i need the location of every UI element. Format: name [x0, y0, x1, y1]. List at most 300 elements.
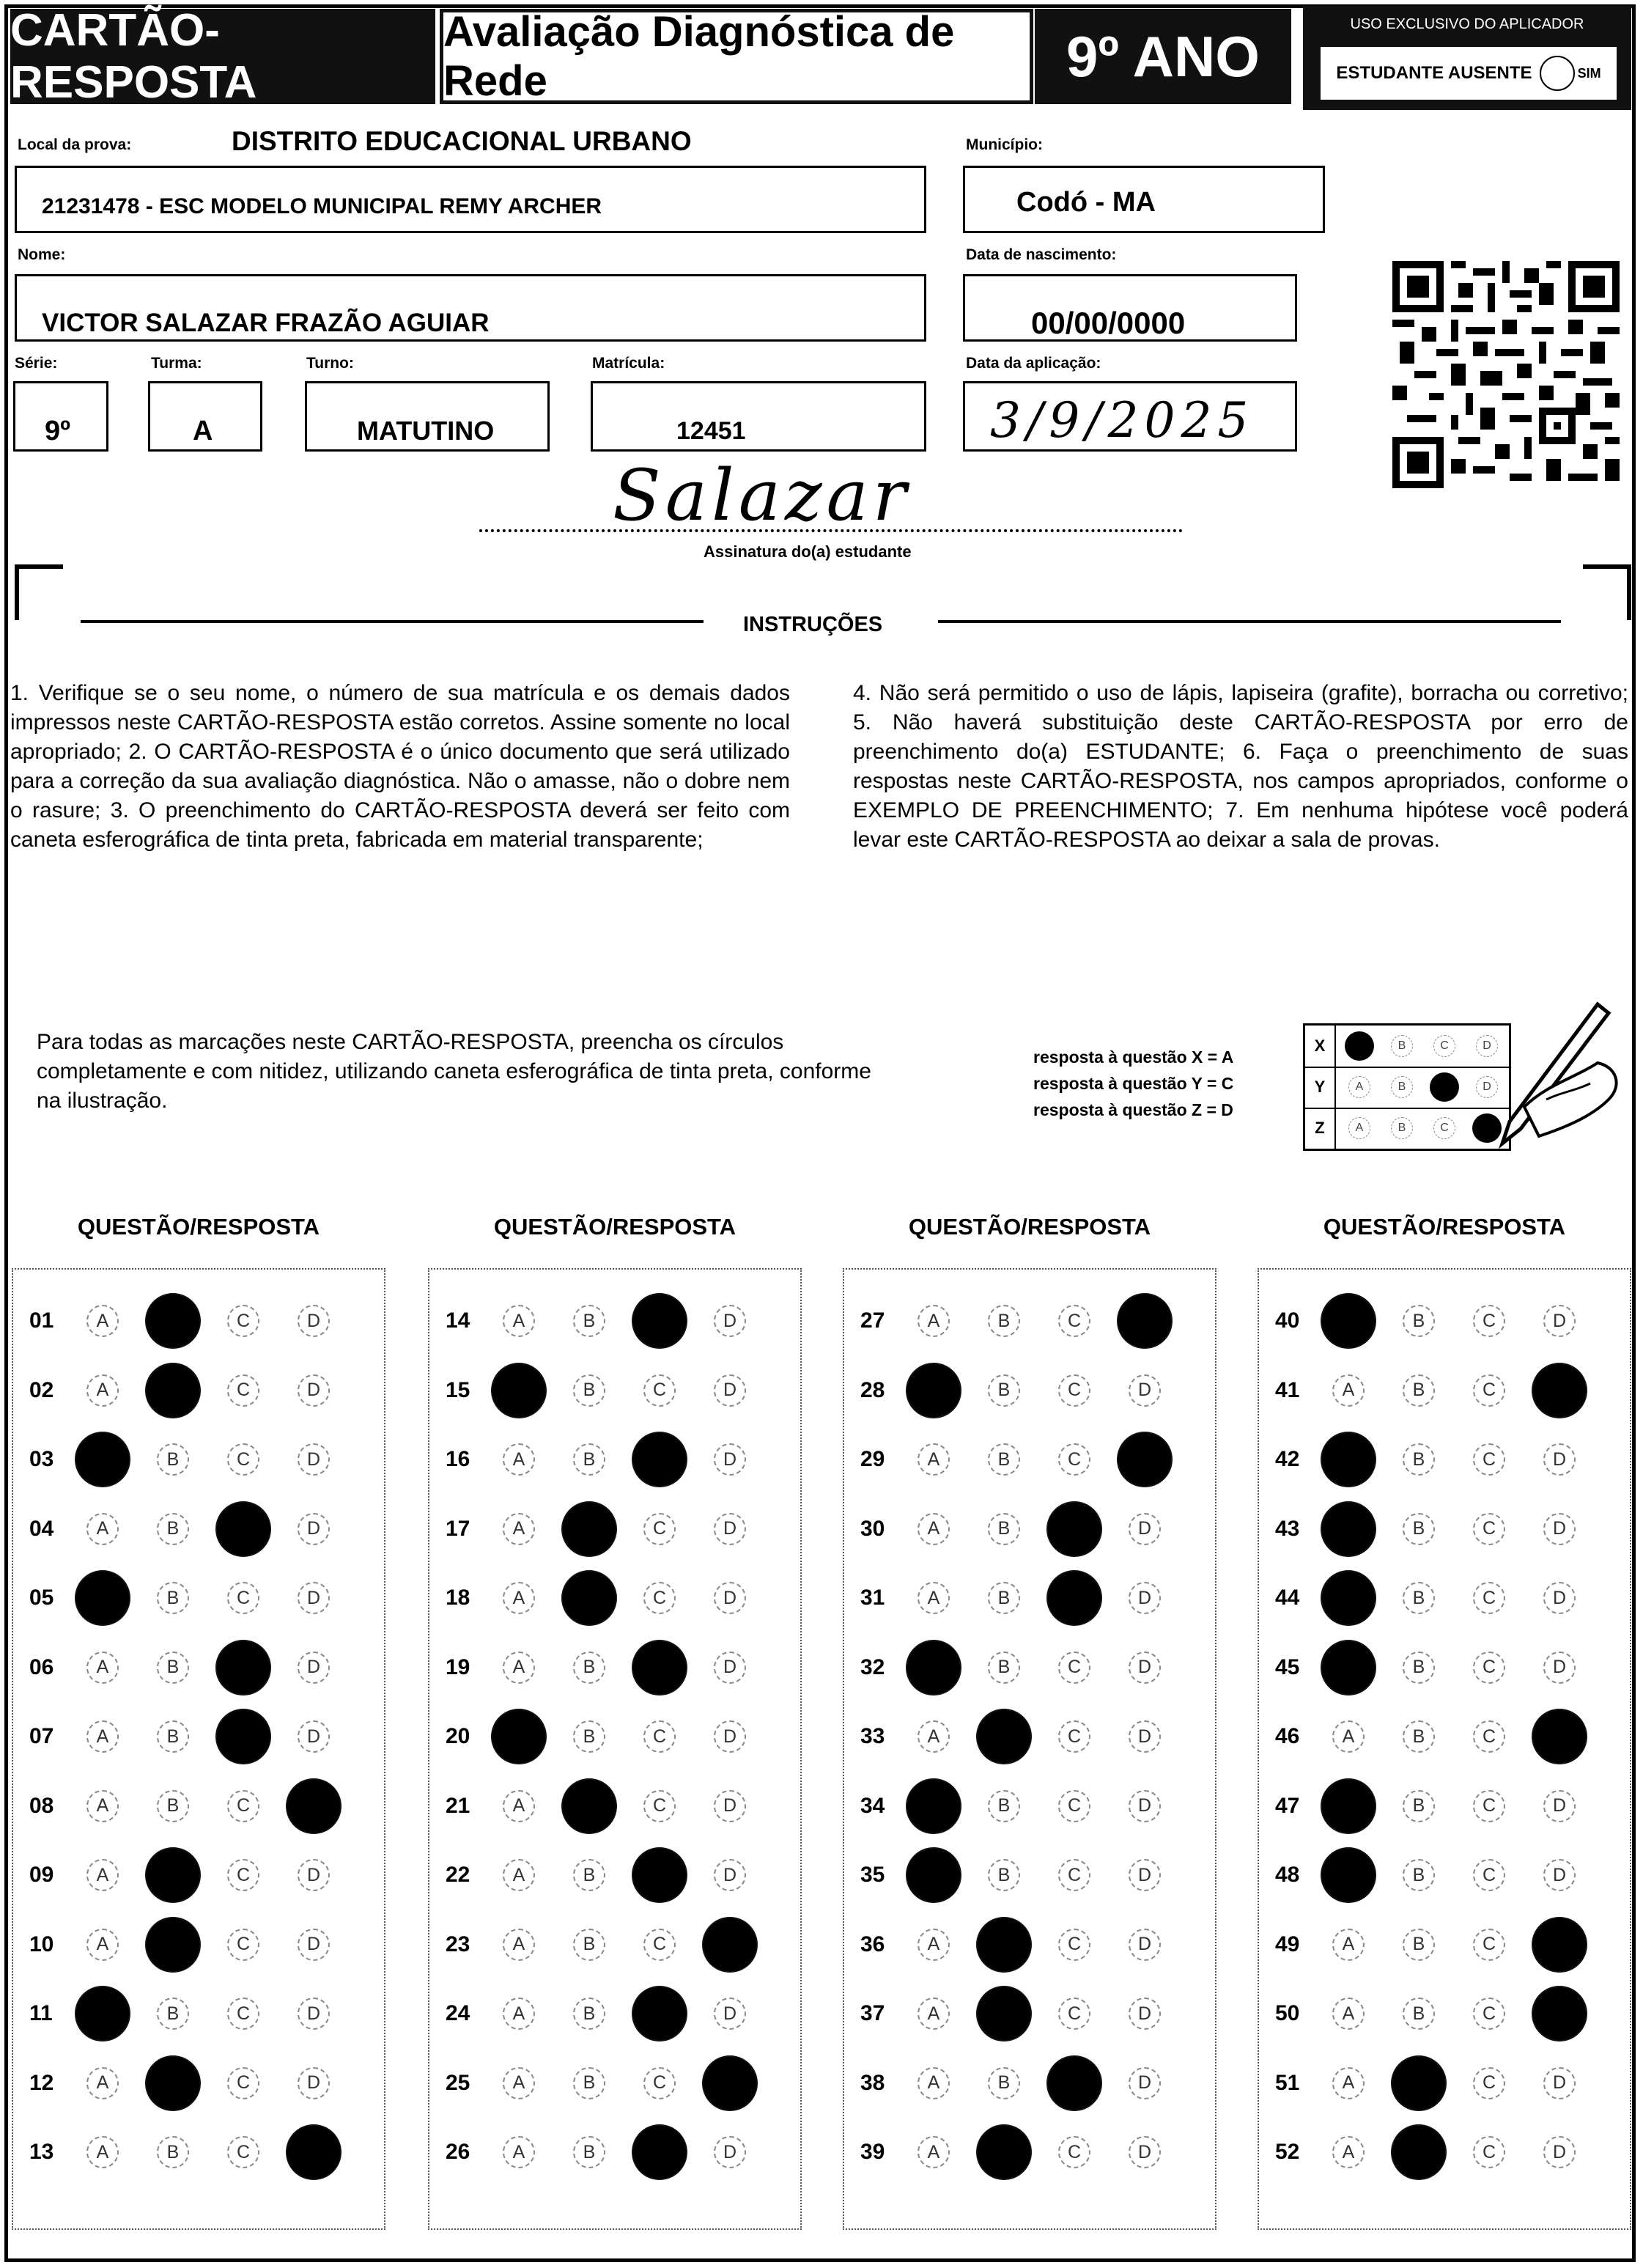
question-number: 05 [29, 1586, 54, 1610]
local-value: DISTRITO EDUCACIONAL URBANO [232, 126, 692, 156]
answer-row [429, 1299, 803, 1343]
nome-label: Nome: [18, 246, 66, 263]
answer-bubble-d[interactable]: D [1129, 1790, 1161, 1822]
answer-bubble-d[interactable]: D [714, 1998, 746, 2030]
answer-bubble-b[interactable]: B [988, 1374, 1020, 1407]
answer-bubble-a[interactable] [1322, 1503, 1375, 1555]
question-number: 16 [446, 1447, 470, 1471]
answer-bubble-d[interactable]: D [714, 1305, 746, 1337]
question-number: 13 [29, 2140, 54, 2164]
school-field [15, 166, 926, 233]
answer-bubble-b[interactable] [147, 1364, 199, 1417]
answer-bubble-b[interactable]: B [988, 1513, 1020, 1545]
answer-row [429, 1369, 803, 1413]
answer-bubble-d[interactable]: D [714, 1652, 746, 1684]
answer-bubble-a[interactable] [76, 1572, 129, 1624]
answer-bubble-d[interactable]: D [714, 1582, 746, 1614]
answer-bubble-a[interactable]: A [1332, 1374, 1365, 1407]
answer-bubble-d[interactable] [287, 1780, 340, 1833]
answer-bubble-d[interactable]: D [714, 1374, 746, 1407]
answer-bubble-a[interactable]: A [503, 2136, 535, 2168]
answer-bubble-a[interactable]: A [503, 2067, 535, 2099]
answer-bubble-b[interactable]: B [573, 2067, 605, 2099]
answer-bubble-c[interactable]: C [227, 1790, 259, 1822]
answer-bubble-b[interactable]: B [988, 1305, 1020, 1337]
answer-bubble-a[interactable]: A [86, 1859, 119, 1891]
answer-bubble-a[interactable] [1322, 1641, 1375, 1694]
answer-bubble-a[interactable]: A [918, 1720, 950, 1753]
answer-bubble-c[interactable]: C [1473, 1305, 1505, 1337]
answer-bubble-c[interactable]: C [1058, 1998, 1090, 2030]
answer-bubble-c[interactable] [1048, 1503, 1101, 1555]
answer-row [844, 2130, 1218, 2174]
answer-bubble-d[interactable]: D [298, 1513, 330, 1545]
answer-bubble-b[interactable]: B [573, 1720, 605, 1753]
answer-bubble-b[interactable]: B [157, 1582, 189, 1614]
answer-bubble-b[interactable]: B [988, 1443, 1020, 1476]
answer-bubble-c[interactable] [1048, 2057, 1101, 2110]
answer-bubble-a[interactable] [1322, 1433, 1375, 1486]
answer-bubble-b[interactable] [147, 1295, 199, 1347]
answer-bubble-d[interactable] [1118, 1295, 1171, 1347]
answer-bubble-a[interactable] [1322, 1572, 1375, 1624]
answer-bubble-a[interactable] [907, 1641, 960, 1694]
answer-bubble-b[interactable]: B [1403, 1374, 1435, 1407]
answer-bubble-d[interactable] [287, 2126, 340, 2179]
answer-bubble-d[interactable]: D [1543, 1859, 1576, 1891]
turno-label: Turno: [306, 355, 354, 372]
answer-bubble-d[interactable]: D [298, 1305, 330, 1337]
answer-bubble-a[interactable]: A [503, 1443, 535, 1476]
answer-bubble-b[interactable] [147, 1849, 199, 1901]
answer-bubble-d[interactable]: D [298, 1859, 330, 1891]
answer-bubble-c[interactable]: C [1058, 1720, 1090, 1753]
applicator-label: USO EXCLUSIVO DO APLICADOR [1350, 16, 1584, 32]
answer-bubble-d[interactable] [704, 2057, 756, 2110]
answer-bubble-a[interactable]: A [86, 2136, 119, 2168]
answer-bubble-a[interactable]: A [1332, 1929, 1365, 1961]
question-number: 06 [29, 1654, 54, 1679]
answer-bubble-b[interactable]: B [573, 1652, 605, 1684]
answer-bubble-d[interactable]: D [298, 1929, 330, 1961]
answer-bubble-a[interactable]: A [918, 1443, 950, 1476]
answer-bubble-d[interactable] [1533, 1710, 1586, 1763]
answer-bubble-b[interactable]: B [1403, 1305, 1435, 1337]
question-number: 01 [29, 1308, 54, 1333]
answer-bubble-b[interactable]: B [157, 1998, 189, 2030]
answer-bubble-c[interactable] [217, 1503, 270, 1555]
answer-bubble-c[interactable]: C [643, 1513, 676, 1545]
answer-row [844, 2061, 1218, 2105]
answer-bubble-c[interactable]: C [1058, 1929, 1090, 1961]
serie-value: 9º [45, 416, 71, 446]
student-signature: Salazar [613, 454, 911, 537]
answer-bubble-d[interactable]: D [714, 1443, 746, 1476]
answer-row [844, 1437, 1218, 1481]
turma-field [148, 381, 262, 452]
answer-bubble-a[interactable] [1322, 1849, 1375, 1901]
answer-bubble-b[interactable] [1392, 2126, 1445, 2179]
municipio-value: Codó - MA [1016, 187, 1156, 218]
question-number: 42 [1275, 1447, 1300, 1471]
answer-bubble-d[interactable]: D [1543, 1443, 1576, 1476]
fill-note: Para todas as marcações neste CARTÃO-RESPOSTA, preencha os círculos completamente e com nitidez, utilizando caneta esferográfica de tinta preta, conforme na ilustração. [37, 1030, 871, 1113]
answer-bubble-b[interactable]: B [988, 1790, 1020, 1822]
answer-bubble-d[interactable]: D [1129, 1929, 1161, 1961]
question-number: 41 [1275, 1377, 1300, 1402]
qr-code [1392, 261, 1620, 488]
answer-bubble-a[interactable]: A [86, 1790, 119, 1822]
question-number: 51 [1275, 2070, 1300, 2095]
answer-row [13, 1784, 387, 1828]
example-line-y: resposta à questão Y = C [1033, 1074, 1234, 1093]
answer-bubble-a[interactable]: A [918, 1929, 950, 1961]
example-bubble-a: A [1348, 1076, 1370, 1098]
answer-bubble-a[interactable]: A [1332, 1720, 1365, 1753]
answer-bubble-c[interactable]: C [1473, 1652, 1505, 1684]
answer-bubble-b[interactable]: B [573, 1443, 605, 1476]
answer-bubble-c[interactable]: C [643, 1720, 676, 1753]
answer-bubble-c[interactable]: C [227, 2136, 259, 2168]
answer-bubble-c[interactable]: C [1473, 1582, 1505, 1614]
answer-bubble-b[interactable]: B [157, 1513, 189, 1545]
answer-bubble-d[interactable]: D [1129, 1374, 1161, 1407]
answer-bubble-a[interactable]: A [86, 1305, 119, 1337]
question-number: 07 [29, 1724, 54, 1748]
answer-bubble-c[interactable]: C [1473, 1374, 1505, 1407]
answer-bubble-d[interactable]: D [1129, 1720, 1161, 1753]
answer-bubble-a[interactable]: A [1332, 2136, 1365, 2168]
applicator-box [1303, 6, 1631, 110]
answer-bubble-b[interactable]: B [1403, 1859, 1435, 1891]
question-number: 25 [446, 2070, 470, 2095]
absent-option: SIM [1577, 65, 1601, 81]
answer-bubble-d[interactable]: D [1543, 2136, 1576, 2168]
question-number: 21 [446, 1793, 470, 1818]
answer-bubble-d[interactable] [1533, 1364, 1586, 1417]
answer-column-3 [843, 1268, 1216, 2230]
answer-bubble-c[interactable] [633, 1849, 686, 1901]
answer-bubble-b[interactable] [563, 1572, 616, 1624]
answer-bubble-b[interactable] [978, 2126, 1030, 2179]
example-row [1305, 1067, 1509, 1109]
answer-bubble-c[interactable] [633, 1433, 686, 1486]
answer-bubble-a[interactable]: A [503, 1790, 535, 1822]
answer-bubble-b[interactable]: B [157, 1652, 189, 1684]
example-bubble-a [1345, 1031, 1374, 1061]
example-bubble-b: B [1391, 1076, 1413, 1098]
answer-bubble-a[interactable]: A [918, 1998, 950, 2030]
answer-row [13, 1507, 387, 1551]
answer-bubble-d[interactable]: D [714, 1790, 746, 1822]
answer-bubble-c[interactable]: C [1058, 2136, 1090, 2168]
question-number: 40 [1275, 1308, 1300, 1333]
answer-bubble-a[interactable]: A [86, 1720, 119, 1753]
answer-bubble-d[interactable]: D [714, 1513, 746, 1545]
answer-bubble-b[interactable]: B [157, 1720, 189, 1753]
answer-bubble-a[interactable]: A [503, 1652, 535, 1684]
answer-row [429, 1923, 803, 1967]
answer-bubble-c[interactable] [633, 1295, 686, 1347]
answer-bubble-c[interactable] [1048, 1572, 1101, 1624]
answer-bubble-d[interactable]: D [1543, 1790, 1576, 1822]
answer-bubble-c[interactable]: C [1473, 1443, 1505, 1476]
answer-row [844, 1784, 1218, 1828]
answer-bubble-b[interactable] [147, 1918, 199, 1971]
answer-bubble-c[interactable]: C [1473, 1929, 1505, 1961]
answer-bubble-b[interactable]: B [1403, 1929, 1435, 1961]
answer-bubble-a[interactable]: A [918, 1513, 950, 1545]
answer-bubble-b[interactable]: B [1403, 1513, 1435, 1545]
question-number: 32 [860, 1654, 885, 1679]
answer-bubble-d[interactable]: D [298, 1720, 330, 1753]
answer-bubble-a[interactable]: A [86, 1652, 119, 1684]
matricula-label: Matrícula: [592, 355, 665, 372]
answer-bubble-c[interactable] [633, 2126, 686, 2179]
answer-row [429, 2061, 803, 2105]
example-legend [1033, 1044, 1233, 1123]
answer-bubble-d[interactable]: D [298, 1998, 330, 2030]
answer-bubble-a[interactable]: A [503, 1582, 535, 1614]
aplicacao-field [963, 381, 1297, 452]
answer-bubble-c[interactable]: C [643, 1582, 676, 1614]
answer-bubble-a[interactable]: A [918, 2067, 950, 2099]
answer-bubble-b[interactable]: B [573, 1305, 605, 1337]
answer-bubble-d[interactable]: D [1543, 1582, 1576, 1614]
answer-bubble-b[interactable]: B [1403, 1998, 1435, 2030]
example-row-label: Y [1305, 1067, 1336, 1108]
answer-bubble-d[interactable]: D [1129, 2067, 1161, 2099]
answer-bubble-b[interactable]: B [157, 2136, 189, 2168]
answer-bubble-a[interactable] [492, 1364, 545, 1417]
municipio-label: Município: [966, 136, 1043, 153]
answer-bubble-c[interactable]: C [227, 1929, 259, 1961]
answer-bubble-a[interactable]: A [86, 2067, 119, 2099]
answer-bubble-a[interactable]: A [1332, 2067, 1365, 2099]
answer-bubble-d[interactable]: D [298, 1582, 330, 1614]
answer-bubble-a[interactable]: A [918, 2136, 950, 2168]
answer-bubble-a[interactable]: A [503, 1513, 535, 1545]
answer-bubble-b[interactable]: B [1403, 1652, 1435, 1684]
answer-bubble-d[interactable]: D [1543, 1513, 1576, 1545]
answer-bubble-a[interactable] [76, 1987, 129, 2040]
answer-bubble-b[interactable]: B [1403, 1720, 1435, 1753]
answer-bubble-b[interactable]: B [573, 2136, 605, 2168]
answer-row [1259, 1507, 1633, 1551]
answer-bubble-b[interactable]: B [988, 2067, 1020, 2099]
answer-bubble-a[interactable] [907, 1780, 960, 1833]
answer-bubble-c[interactable]: C [1058, 1374, 1090, 1407]
answer-row [13, 1923, 387, 1967]
answer-bubble-b[interactable] [978, 1710, 1030, 1763]
answer-bubble-c[interactable]: C [1473, 1720, 1505, 1753]
answer-bubble-b[interactable]: B [157, 1790, 189, 1822]
answer-bubble-a[interactable]: A [86, 1929, 119, 1961]
answer-row [844, 1299, 1218, 1343]
answer-bubble-b[interactable]: B [573, 1859, 605, 1891]
answer-bubble-c[interactable]: C [227, 1374, 259, 1407]
answer-bubble-c[interactable]: C [227, 1305, 259, 1337]
answer-bubble-c[interactable]: C [1473, 1790, 1505, 1822]
answer-bubble-a[interactable]: A [918, 1582, 950, 1614]
question-number: 38 [860, 2070, 885, 2095]
answer-bubble-d[interactable]: D [714, 2136, 746, 2168]
answer-bubble-b[interactable] [147, 2057, 199, 2110]
answer-bubble-d[interactable] [704, 1918, 756, 1971]
answer-bubble-c[interactable] [633, 1641, 686, 1694]
answer-bubble-c[interactable] [217, 1710, 270, 1763]
answer-row [429, 1784, 803, 1828]
answer-bubble-c[interactable]: C [227, 1998, 259, 2030]
answer-bubble-c[interactable]: C [1058, 1652, 1090, 1684]
answer-bubble-c[interactable]: C [1058, 1859, 1090, 1891]
example-bubble-c [1430, 1072, 1459, 1102]
answer-bubble-a[interactable]: A [918, 1305, 950, 1337]
answer-bubble-b[interactable]: B [1403, 1790, 1435, 1822]
answer-row [844, 1369, 1218, 1413]
answer-bubble-a[interactable] [1322, 1780, 1375, 1833]
answer-bubble-d[interactable]: D [298, 2067, 330, 2099]
answer-row [844, 1507, 1218, 1551]
turno-field [305, 381, 550, 452]
answer-bubble-c[interactable]: C [643, 2067, 676, 2099]
example-row-label: Z [1305, 1108, 1336, 1149]
absent-checkbox[interactable] [1540, 56, 1575, 91]
question-number: 24 [446, 2001, 470, 2025]
answer-bubble-d[interactable]: D [298, 1443, 330, 1476]
answer-bubble-b[interactable] [563, 1503, 616, 1555]
answer-bubble-c[interactable]: C [1473, 1513, 1505, 1545]
question-number: 31 [860, 1586, 885, 1610]
answer-row [429, 1507, 803, 1551]
question-number: 52 [1275, 2140, 1300, 2164]
answer-bubble-a[interactable] [907, 1364, 960, 1417]
answer-bubble-d[interactable]: D [1129, 1859, 1161, 1891]
instructions-right: 4. Não será permitido o uso de lápis, lapiseira (grafite), borracha ou corretivo; 5. Não haverá substituição deste CARTÃO-RESPOSTA por erro de preenchimento do(a) ESTUDANTE; 6. Faça o preenchimento de suas respostas neste CARTÃO-RESPOSTA, nos campos apropriados, conforme o EXEMPLO DE PREENCHIMENTO; 7. Em nenhuma hipótese você poderá levar este CARTÃO-RESPOSTA ao deixar a sala de provas. [853, 681, 1628, 852]
example-row-label: X [1305, 1026, 1336, 1067]
answer-bubble-d[interactable] [1533, 1987, 1586, 2040]
question-number: 28 [860, 1377, 885, 1402]
question-number: 27 [860, 1308, 885, 1333]
answer-bubble-c[interactable]: C [1473, 2067, 1505, 2099]
answer-bubble-c[interactable]: C [1473, 1998, 1505, 2030]
nascimento-value: 00/00/0000 [1031, 306, 1186, 340]
example-bubble-b: B [1391, 1117, 1413, 1139]
answer-bubble-d[interactable]: D [714, 1859, 746, 1891]
example-bubble-a: A [1348, 1117, 1370, 1139]
answer-bubble-a[interactable] [907, 1849, 960, 1901]
answer-row [429, 1715, 803, 1759]
answer-bubble-a[interactable] [76, 1433, 129, 1486]
municipio-field [963, 166, 1325, 233]
answer-bubble-a[interactable] [1322, 1295, 1375, 1347]
answer-bubble-b[interactable]: B [1403, 1582, 1435, 1614]
answer-bubble-c[interactable]: C [227, 1859, 259, 1891]
answer-row [1259, 2130, 1633, 2174]
answer-bubble-c[interactable]: C [1058, 1443, 1090, 1476]
answer-bubble-c[interactable]: C [227, 2067, 259, 2099]
answer-bubble-d[interactable]: D [298, 1374, 330, 1407]
answer-bubble-d[interactable]: D [1129, 2136, 1161, 2168]
answer-bubble-b[interactable]: B [988, 1652, 1020, 1684]
answer-bubble-a[interactable]: A [503, 1859, 535, 1891]
answer-bubble-c[interactable]: C [227, 1582, 259, 1614]
answer-bubble-b[interactable] [978, 1918, 1030, 1971]
answer-bubble-b[interactable]: B [157, 1443, 189, 1476]
answer-bubble-d[interactable]: D [1129, 1652, 1161, 1684]
answer-row [13, 1369, 387, 1413]
question-number: 20 [446, 1724, 470, 1748]
answer-bubble-c[interactable]: C [643, 1790, 676, 1822]
answer-bubble-b[interactable] [563, 1780, 616, 1833]
answer-bubble-a[interactable]: A [503, 1998, 535, 2030]
question-number: 26 [446, 2140, 470, 2164]
answer-bubble-d[interactable]: D [1543, 1305, 1576, 1337]
answer-bubble-b[interactable]: B [573, 1929, 605, 1961]
answer-bubble-b[interactable]: B [1403, 1443, 1435, 1476]
answer-bubble-d[interactable]: D [1129, 1998, 1161, 2030]
answer-bubble-a[interactable]: A [86, 1513, 119, 1545]
answer-bubble-a[interactable]: A [86, 1374, 119, 1407]
answer-bubble-b[interactable]: B [573, 1374, 605, 1407]
answer-bubble-c[interactable]: C [1473, 2136, 1505, 2168]
instructions-rule-left [81, 620, 704, 623]
answer-bubble-b[interactable]: B [988, 1582, 1020, 1614]
instructions-left: 1. Verifique se o seu nome, o número de sua matrícula e os demais dados impressos neste CARTÃO-RESPOSTA estão corretos. Assine somente no local apropriado; 2. O CARTÃO-RESPOSTA é o único documento que será utilizado para a correção da sua avaliação diagnóstica. Não o amasse, não o dobre nem o rasure; 3. O preenchimento do CARTÃO-RESPOSTA deverá ser feito com caneta esferográfica de tinta preta, fabricada em material transparente; [10, 681, 790, 852]
answer-bubble-d[interactable] [1118, 1433, 1171, 1486]
answer-bubble-d[interactable]: D [1129, 1513, 1161, 1545]
answer-row [844, 1715, 1218, 1759]
answer-column-header: QUESTÃO/RESPOSTA [77, 1214, 320, 1240]
answer-bubble-d[interactable] [1533, 1918, 1586, 1971]
example-bubble-d: D [1476, 1076, 1498, 1098]
answer-bubble-d[interactable]: D [1129, 1582, 1161, 1614]
example-bubble-b: B [1391, 1035, 1413, 1057]
answer-bubble-c[interactable]: C [1473, 1859, 1505, 1891]
answer-row [1259, 1437, 1633, 1481]
local-label: Local da prova: [18, 136, 132, 153]
answer-bubble-b[interactable]: B [988, 1859, 1020, 1891]
answer-bubble-a[interactable]: A [503, 1305, 535, 1337]
answer-row [1259, 1576, 1633, 1620]
answer-bubble-d[interactable]: D [714, 1720, 746, 1753]
answer-row [1259, 1299, 1633, 1343]
answer-bubble-b[interactable]: B [573, 1998, 605, 2030]
answer-bubble-c[interactable]: C [643, 1929, 676, 1961]
answer-bubble-d[interactable]: D [1543, 1652, 1576, 1684]
pen-hand-icon [1480, 997, 1627, 1158]
example-bubble-d: D [1476, 1035, 1498, 1057]
answer-bubble-d[interactable]: D [1543, 2067, 1576, 2099]
question-number: 22 [446, 1863, 470, 1887]
answer-bubble-c[interactable] [217, 1641, 270, 1694]
answer-bubble-d[interactable]: D [298, 1652, 330, 1684]
answer-bubble-c[interactable]: C [227, 1443, 259, 1476]
question-number: 15 [446, 1377, 470, 1402]
school-value: 21231478 - ESC MODELO MUNICIPAL REMY ARCHER [42, 194, 602, 218]
answer-bubble-c[interactable] [633, 1987, 686, 2040]
answer-bubble-c[interactable]: C [1058, 1305, 1090, 1337]
nome-value: VICTOR SALAZAR FRAZÃO AGUIAR [42, 309, 490, 337]
answer-bubble-a[interactable]: A [503, 1929, 535, 1961]
answer-bubble-b[interactable] [1392, 2057, 1445, 2110]
answer-bubble-a[interactable]: A [1332, 1998, 1365, 2030]
example-bubble-c: C [1433, 1117, 1455, 1139]
answer-bubble-b[interactable] [978, 1987, 1030, 2040]
answer-bubble-a[interactable] [492, 1710, 545, 1763]
answer-bubble-c[interactable]: C [1058, 1790, 1090, 1822]
answer-bubble-c[interactable]: C [643, 1374, 676, 1407]
